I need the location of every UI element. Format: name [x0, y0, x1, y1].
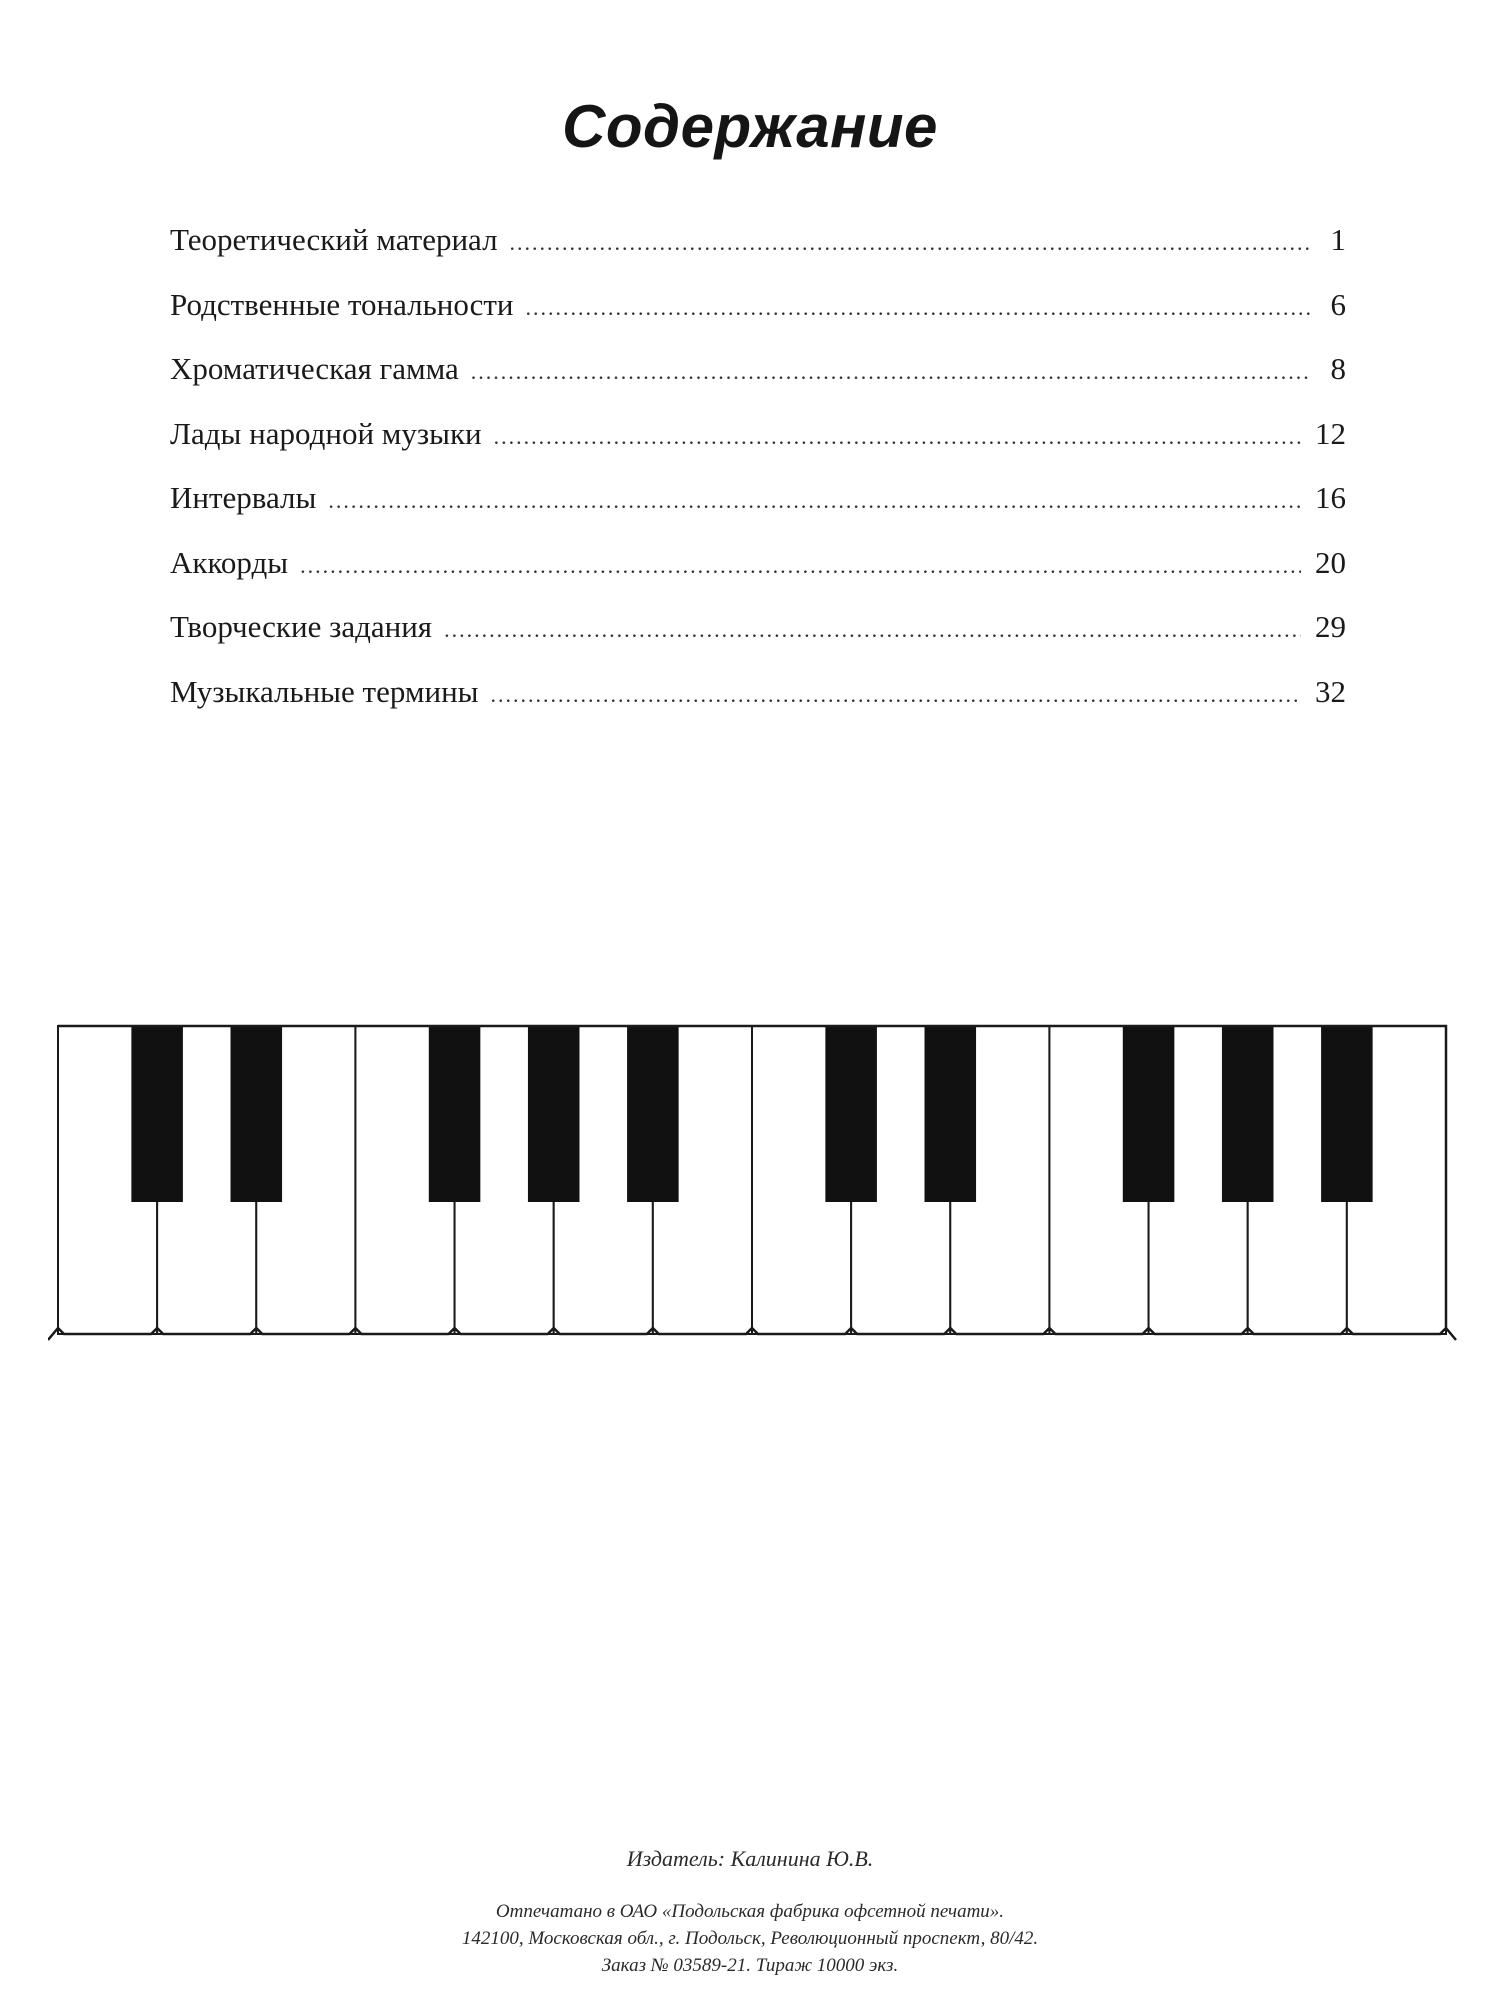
toc-entry-label: Теоретический материал [170, 222, 498, 257]
toc-entry [170, 351, 1346, 416]
toc-entry-label: Лады народной музыки [170, 415, 482, 451]
toc-entry [170, 609, 1346, 674]
black-key [131, 1026, 183, 1202]
toc-entry-label: Родственные тональности [170, 286, 514, 322]
toc-entry-label: Аккорды [170, 544, 289, 580]
toc-dot-leader [526, 295, 1310, 321]
order-line: Заказ № 03589-21. Тираж 10000 экз. [601, 1955, 899, 1976]
toc-entry-page: 16 [1315, 480, 1346, 515]
toc-dot-leader [494, 424, 1301, 450]
toc-entry-label: Музыкальные термины [170, 673, 479, 709]
black-key [1222, 1026, 1274, 1202]
page-title: Содержание [562, 93, 938, 160]
black-key [1321, 1026, 1373, 1202]
toc-entry-page: 8 [1330, 351, 1346, 386]
toc-entry [170, 287, 1346, 352]
printer-address-line: 142100, Московская обл., г. Подольск, Революционный проспект, 80/42. [461, 1928, 1039, 1949]
toc-dot-leader [300, 553, 1301, 579]
black-key [231, 1026, 283, 1202]
printer-info [0, 1898, 1500, 1979]
toc-entry-page: 6 [1330, 286, 1346, 322]
publisher-line: Издатель: Калинина Ю.В. [626, 1846, 874, 1871]
piano-keyboard-illustration [48, 1024, 1458, 1354]
black-key [1123, 1026, 1175, 1202]
black-key [825, 1026, 877, 1202]
toc-dot-leader [491, 682, 1302, 708]
toc-entry-page: 20 [1315, 544, 1346, 580]
toc-dot-leader [471, 359, 1310, 385]
toc-dot-leader [444, 617, 1301, 643]
toc-dot-leader [328, 488, 1301, 514]
toc-entry-label: Интервалы [170, 480, 317, 515]
toc-entry [170, 222, 1346, 287]
black-key [627, 1026, 679, 1202]
toc-entry [170, 545, 1346, 610]
toc-dot-leader [510, 230, 1310, 256]
toc-entry [170, 416, 1346, 481]
black-key [925, 1026, 977, 1202]
toc-entry-page: 12 [1315, 415, 1346, 451]
toc-entry-label: Творческие задания [170, 609, 433, 644]
toc-entry-page: 32 [1315, 673, 1346, 709]
black-key [528, 1026, 580, 1202]
toc-entry [170, 674, 1346, 739]
printer-line: Отпечатано в ОАО «Подольская фабрика офсетной печати». [495, 1901, 1005, 1922]
toc-entry [170, 480, 1346, 545]
black-key [429, 1026, 481, 1202]
toc-entry-label: Хроматическая гамма [170, 351, 459, 386]
toc-entry-page: 1 [1330, 222, 1346, 257]
toc-entry-page: 29 [1315, 609, 1346, 644]
table-of-contents [170, 222, 1346, 738]
